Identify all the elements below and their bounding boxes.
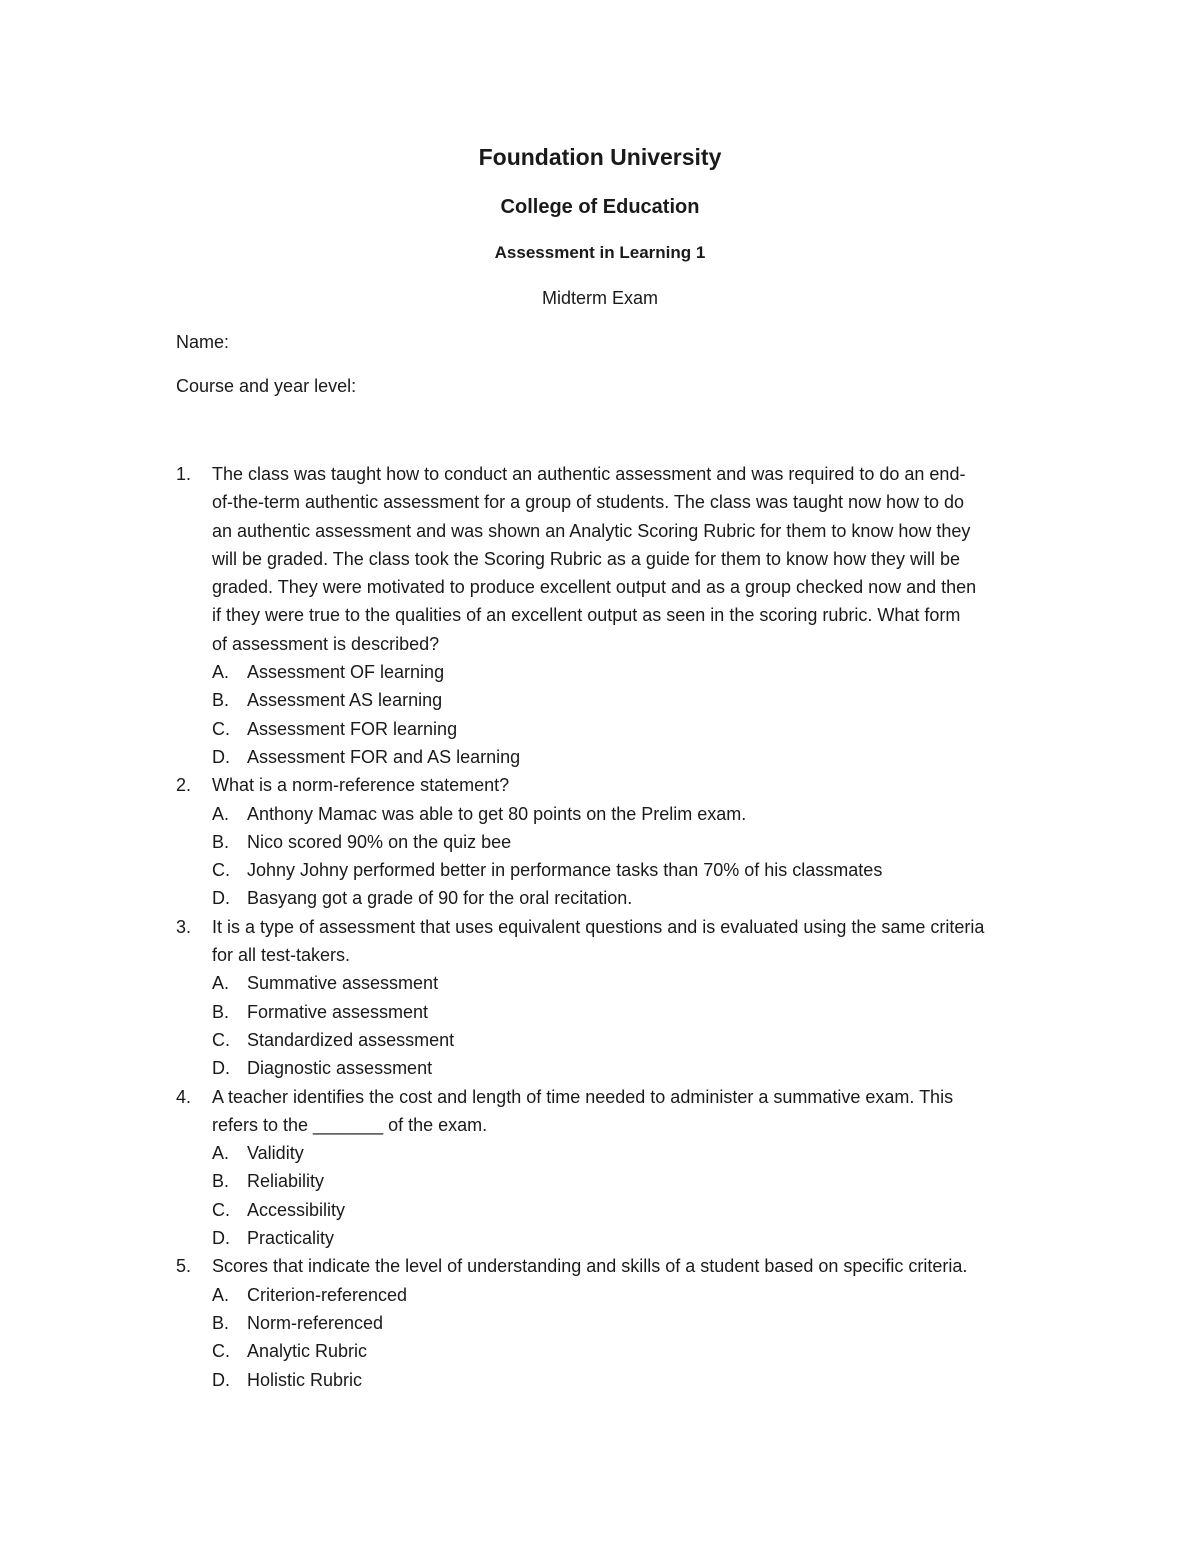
question-text <box>212 1252 1062 1280</box>
question-line: of-the-term authentic assessment for a group of students. The class was taught now how to do <box>212 492 965 513</box>
option-item <box>0 1366 1200 1394</box>
option-letter: B. <box>212 1312 230 1333</box>
question-2 <box>0 771 1200 799</box>
option-item <box>0 686 1200 714</box>
question-line: of assessment is described? <box>212 633 440 654</box>
question-line: graded. They were motivated to produce excellent output and as a group checked now and then <box>212 577 977 598</box>
option-item <box>0 828 1200 856</box>
question-number: 2. <box>176 775 192 796</box>
option-letter: C. <box>212 1341 230 1362</box>
option-text: Assessment FOR and AS learning <box>247 746 521 767</box>
question-3 <box>0 913 1200 970</box>
option-text: Norm-referenced <box>247 1312 384 1333</box>
question-line: Scores that indicate the level of understanding and skills of a student based on specific criteria. <box>212 1256 968 1277</box>
option-text: Diagnostic assessment <box>247 1058 433 1079</box>
option-text: Practicality <box>247 1228 335 1249</box>
option-letter: C. <box>212 1029 230 1050</box>
option-letter: A. <box>212 803 230 824</box>
option-item <box>0 1281 1200 1309</box>
option-text: Standardized assessment <box>247 1029 455 1050</box>
option-letter: C. <box>212 718 230 739</box>
option-text: Assessment FOR learning <box>247 718 458 739</box>
question-line: refers to the _______ of the exam. <box>212 1114 488 1135</box>
option-text: Nico scored 90% on the quiz bee <box>247 831 512 852</box>
option-text: Holistic Rubric <box>247 1369 363 1390</box>
option-item <box>0 800 1200 828</box>
option-item <box>0 856 1200 884</box>
option-letter: B. <box>212 831 230 852</box>
option-item <box>0 884 1200 912</box>
question-4 <box>0 1083 1200 1140</box>
option-text: Summative assessment <box>247 973 439 994</box>
option-item <box>0 1309 1200 1337</box>
university-title: Foundation University <box>478 144 722 170</box>
question-number: 1. <box>176 464 192 484</box>
option-letter: A. <box>212 1284 230 1305</box>
option-letter: A. <box>212 662 230 683</box>
option-letter: B. <box>212 1001 230 1022</box>
option-letter: B. <box>212 1171 230 1192</box>
option-text: Reliability <box>247 1171 325 1192</box>
option-letter: C. <box>212 860 230 881</box>
option-text: Analytic Rubric <box>247 1341 368 1362</box>
question-number: 5. <box>176 1256 192 1277</box>
course-title: Assessment in Learning 1 <box>494 243 706 262</box>
option-text: Formative assessment <box>247 1001 429 1022</box>
question-line: What is a norm-reference statement? <box>212 775 510 796</box>
option-item <box>0 1337 1200 1365</box>
option-item <box>0 1054 1200 1082</box>
option-item <box>0 1139 1200 1167</box>
option-letter: D. <box>212 1369 230 1390</box>
question-line: will be graded. The class took the Scoring Rubric as a guide for them to know how they will be <box>212 548 961 569</box>
question-5 <box>0 1252 1200 1280</box>
question-line: A teacher identifies the cost and length of time needed to administer a summative exam. This <box>212 1086 954 1107</box>
option-text: Criterion-referenced <box>247 1284 408 1305</box>
option-item <box>0 1167 1200 1195</box>
option-text: Basyang got a grade of 90 for the oral recitation. <box>247 888 633 909</box>
option-letter: B. <box>212 690 230 711</box>
option-text: Validity <box>247 1143 304 1164</box>
option-item <box>0 969 1200 997</box>
option-item <box>0 1196 1200 1224</box>
question-line: The class was taught how to conduct an authentic assessment and was required to do an end- <box>212 464 966 484</box>
option-text: Assessment OF learning <box>247 662 445 683</box>
exam-title: Midterm Exam <box>541 288 658 308</box>
question-text <box>212 771 1062 799</box>
option-letter: C. <box>212 1199 230 1220</box>
option-letter: D. <box>212 1058 230 1079</box>
option-text: Johny Johny performed better in performance tasks than 70% of his classmates <box>247 860 883 881</box>
option-text: Assessment AS learning <box>247 690 443 711</box>
question-line: for all test-takers. <box>212 945 351 966</box>
question-text <box>212 460 1062 658</box>
question-text <box>212 1083 1062 1140</box>
option-item <box>0 998 1200 1026</box>
option-item <box>0 1026 1200 1054</box>
option-letter: A. <box>212 973 230 994</box>
question-number: 4. <box>176 1086 192 1107</box>
question-number: 3. <box>176 916 192 937</box>
option-text: Accessibility <box>247 1199 346 1220</box>
option-letter: D. <box>212 888 230 909</box>
question-line: an authentic assessment and was shown an Analytic Scoring Rubric for them to know how they <box>212 520 971 541</box>
option-item <box>0 715 1200 743</box>
question-list <box>0 460 1200 1394</box>
question-1 <box>0 460 1200 658</box>
course-year-label: Course and year level: <box>176 376 357 396</box>
name-label: Name: <box>176 332 230 352</box>
option-item <box>0 743 1200 771</box>
option-text: Anthony Mamac was able to get 80 points on the Prelim exam. <box>247 803 747 824</box>
option-item <box>0 658 1200 686</box>
option-letter: D. <box>212 1228 230 1249</box>
option-letter: D. <box>212 746 230 767</box>
college-title: College of Education <box>500 196 700 218</box>
option-item <box>0 1224 1200 1252</box>
option-letter: A. <box>212 1143 230 1164</box>
question-text <box>212 913 1062 970</box>
question-line: It is a type of assessment that uses equivalent questions and is evaluated using the same criteria <box>212 916 985 937</box>
question-line: if they were true to the qualities of an excellent output as seen in the scoring rubric. What form <box>212 605 961 626</box>
